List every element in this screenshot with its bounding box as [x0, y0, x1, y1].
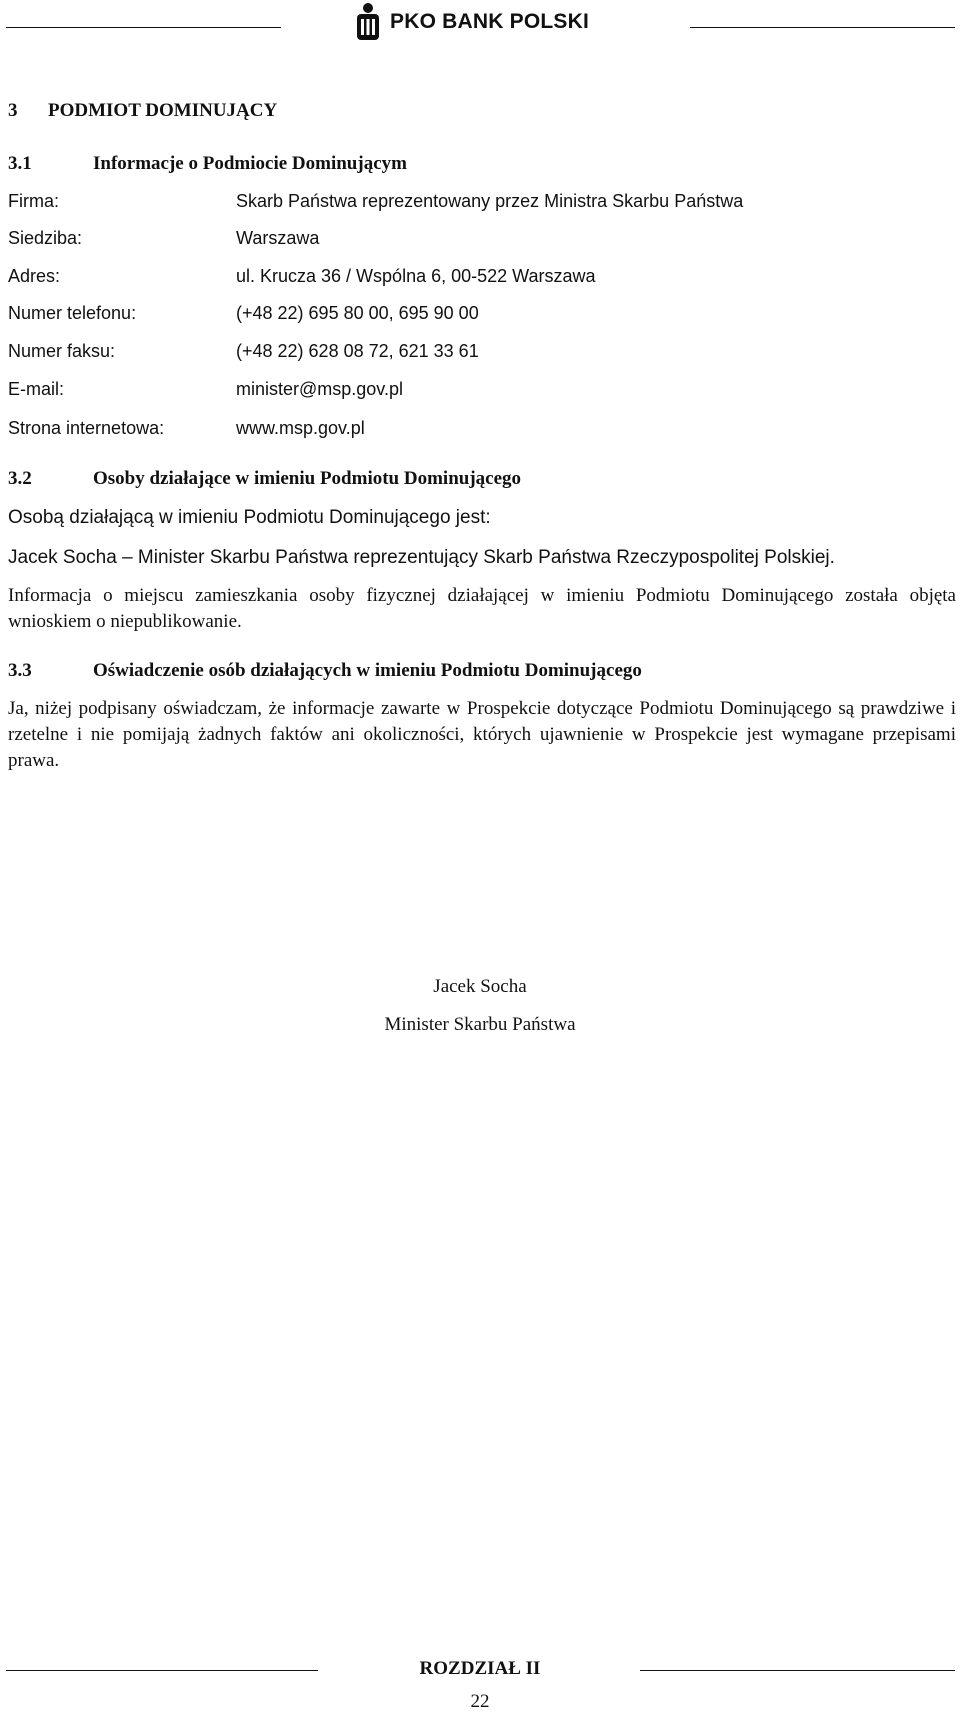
- signature-name: Jacek Socha: [433, 976, 527, 997]
- subsection-2-intro: Osobą działającą w imieniu Podmiotu Dominującego jest:: [8, 507, 491, 528]
- website-link[interactable]: www.msp.gov.pl: [236, 418, 365, 438]
- subsection-2-title: Osoby działające w imieniu Podmiotu Dominującego: [93, 468, 522, 489]
- header-rule-left: [6, 27, 281, 28]
- subsection-3-heading: [8, 660, 642, 682]
- email-link[interactable]: minister@msp.gov.pl: [236, 379, 403, 399]
- info-row-faks: [8, 341, 479, 362]
- info-value: ul. Krucza 36 / Wspólna 6, 00-522 Warszawa: [236, 266, 596, 286]
- footer-rule-right: [640, 1670, 955, 1671]
- info-label: Adres:: [8, 266, 61, 286]
- header-rule-right: [690, 27, 955, 28]
- info-label: Siedziba:: [8, 228, 83, 248]
- info-value: (+48 22) 628 08 72, 621 33 61: [236, 341, 479, 361]
- info-label: Firma:: [8, 191, 59, 211]
- bank-name: PKO BANK POLSKI: [390, 10, 590, 33]
- info-row-www: [8, 418, 365, 439]
- info-row-siedziba: [8, 228, 319, 249]
- info-label: E-mail:: [8, 379, 65, 399]
- subsection-1-number: 3.1: [8, 153, 32, 174]
- info-value: Skarb Państwa reprezentowany przez Ministra Skarbu Państwa: [236, 191, 744, 211]
- info-row-firma: [8, 191, 743, 212]
- info-row-adres: [8, 266, 596, 287]
- section-heading: [8, 100, 277, 122]
- subsection-3-statement: Ja, niżej podpisany oświadczam, że informacje zawarte w Prospekcie dotyczące Podmiotu Dominującego są prawdziwe i rzetelne i nie pomijają żadnych faktów ani okoliczności, których ujawnienie w Prospekcie jest wymagane przepisami prawa.: [8, 698, 956, 771]
- section-number: 3: [8, 100, 18, 121]
- pko-logo-icon: [356, 2, 380, 42]
- info-value: (+48 22) 695 80 00, 695 90 00: [236, 303, 479, 323]
- subsection-3-number: 3.3: [8, 660, 32, 681]
- info-label: Strona internetowa:: [8, 418, 165, 438]
- subsection-3-title: Oświadczenie osób działających w imieniu Podmiotu Dominującego: [93, 660, 642, 681]
- info-value: Warszawa: [236, 228, 320, 248]
- info-label: Numer faksu:: [8, 341, 116, 361]
- info-row-telefon: [8, 303, 479, 324]
- subsection-1-heading: [8, 153, 407, 175]
- subsection-2-number: 3.2: [8, 468, 32, 489]
- subsection-2-heading: [8, 468, 521, 490]
- subsection-1-title: Informacje o Podmiocie Dominującym: [93, 153, 407, 174]
- info-row-email: [8, 379, 403, 400]
- section-title: PODMIOT DOMINUJĄCY: [48, 100, 278, 121]
- bank-logo: [356, 2, 589, 42]
- subsection-2-person: Jacek Socha – Minister Skarbu Państwa reprezentujący Skarb Państwa Rzeczypospolitej Polskiej.: [8, 547, 835, 568]
- chapter-label: ROZDZIAŁ II: [419, 1658, 541, 1679]
- subsection-2-note: Informacja o miejscu zamieszkania osoby fizycznej działającej w imieniu Podmiotu Dominującego została objęta wnioskiem o niepublikowanie.: [8, 585, 956, 632]
- page-number: 22: [470, 1691, 490, 1712]
- signature-role: Minister Skarbu Państwa: [384, 1014, 576, 1035]
- info-label: Numer telefonu:: [8, 303, 137, 323]
